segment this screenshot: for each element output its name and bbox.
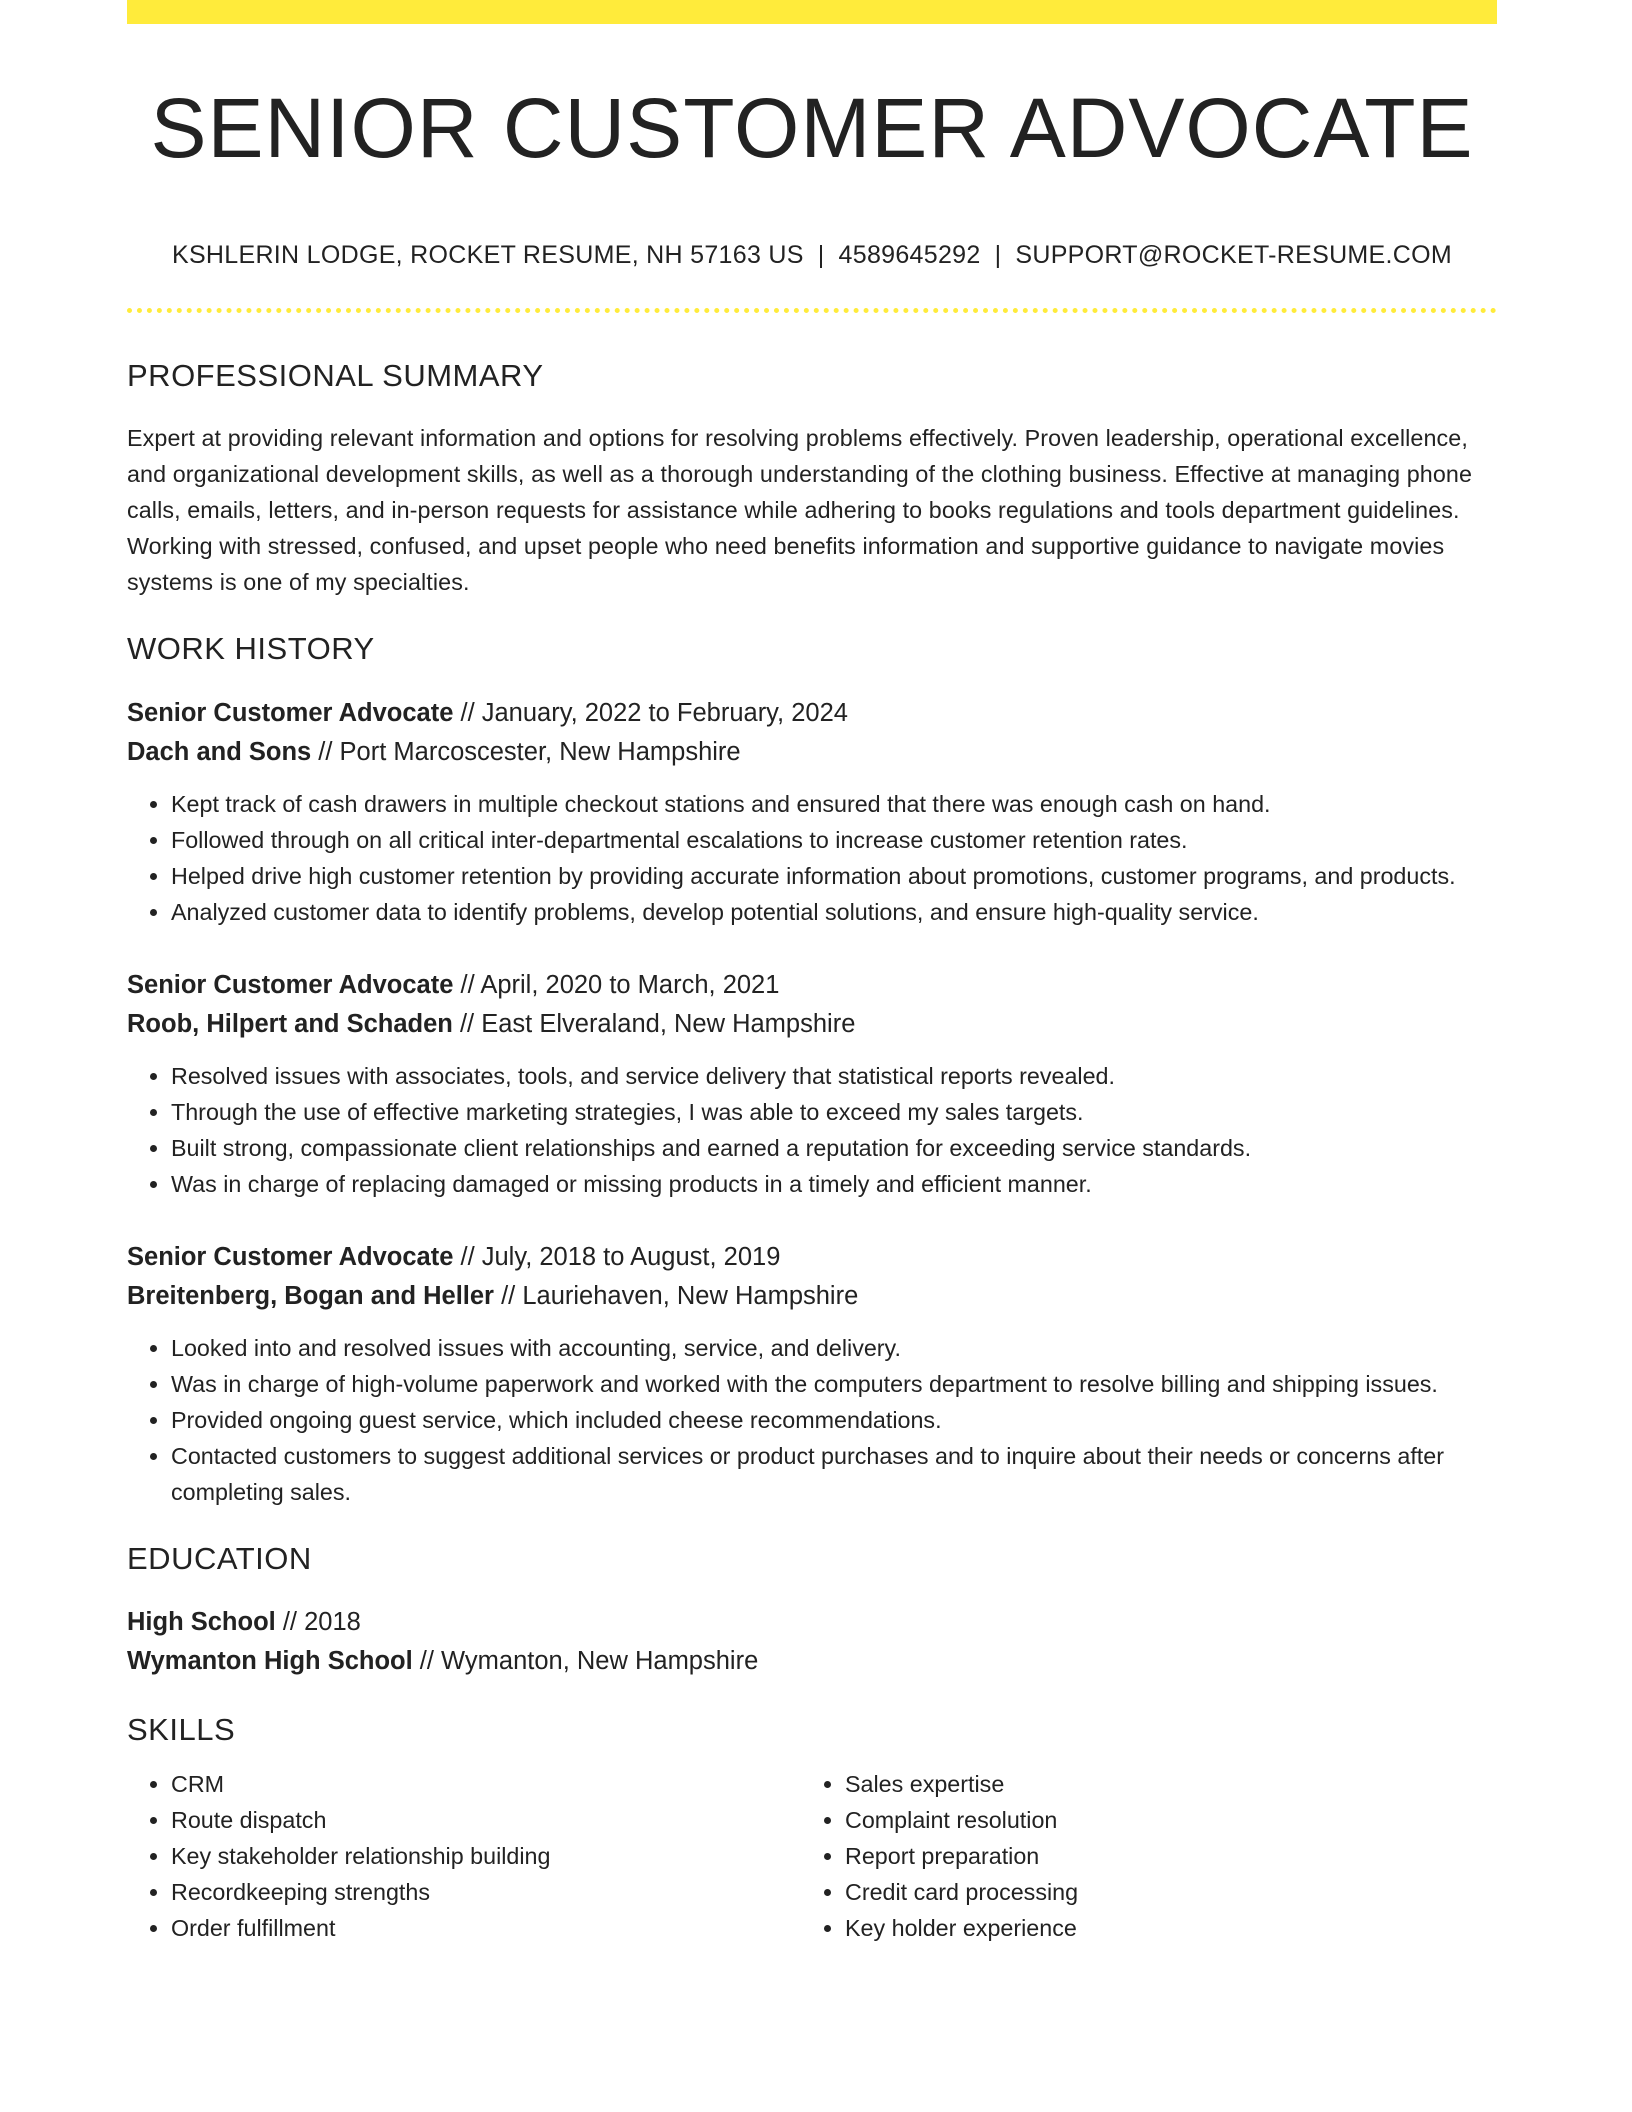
job-company-line (127, 733, 1497, 772)
job-bullet: • Kept track of cash drawers in multiple checkout stations and ensured that there was enough cash on hand. (171, 786, 1497, 822)
skill-item: • Credit card processing (845, 1874, 1475, 1910)
education-school-line (127, 1642, 1497, 1681)
skill-item: • Complaint resolution (845, 1802, 1475, 1838)
education-year: // 2018 (282, 1607, 361, 1636)
job-entry (127, 1238, 1497, 1510)
skill-item: • Report preparation (845, 1838, 1475, 1874)
summary-heading: PROFESSIONAL SUMMARY (127, 358, 544, 394)
education-location: // Wymanton, New Hampshire (419, 1646, 759, 1675)
job-bullets (127, 1330, 1497, 1510)
job-bullet: • Resolved issues with associates, tools, and service delivery that statistical reports revealed. (171, 1058, 1497, 1094)
job-bullet: • Was in charge of replacing damaged or missing products in a timely and efficient manner. (171, 1166, 1497, 1202)
skills-column-left (127, 1766, 801, 1946)
job-role: Senior Customer Advocate (127, 1242, 454, 1271)
education-degree: High School (127, 1607, 276, 1636)
skills-column-right (801, 1766, 1475, 1946)
education-degree-line (127, 1603, 1497, 1642)
skill-item: • CRM (171, 1766, 801, 1802)
job-dates: // July, 2018 to August, 2019 (460, 1242, 781, 1271)
work-history-heading: WORK HISTORY (127, 631, 375, 667)
job-location: // Port Marcoscester, New Hampshire (318, 737, 741, 766)
education-entry (127, 1603, 1497, 1681)
skill-item: • Recordkeeping strengths (171, 1874, 801, 1910)
skills-list (127, 1766, 1497, 1946)
skill-item: • Order fulfillment (171, 1910, 801, 1946)
job-role-line (127, 1238, 1497, 1277)
education-heading: EDUCATION (127, 1540, 312, 1576)
skill-item: • Key stakeholder relationship building (171, 1838, 801, 1874)
job-bullet: • Was in charge of high-volume paperwork and worked with the computers department to resolve billing and shipping issues. (171, 1366, 1497, 1402)
skill-item: • Key holder experience (845, 1910, 1475, 1946)
job-bullets (127, 786, 1497, 930)
job-entry (127, 966, 1497, 1202)
top-accent-bar (127, 0, 1497, 24)
contact-separator: | (817, 241, 825, 270)
contact-address: KSHLERIN LODGE, ROCKET RESUME, NH 57163 US (171, 241, 804, 270)
job-company: Roob, Hilpert and Schaden (127, 1009, 453, 1038)
job-role: Senior Customer Advocate (127, 698, 454, 727)
job-role-line (127, 694, 1497, 733)
skills-heading: SKILLS (127, 1711, 236, 1747)
resume-title: SENIOR CUSTOMER ADVOCATE (150, 81, 1474, 175)
job-bullet: • Through the use of effective marketing strategies, I was able to exceed my sales targets. (171, 1094, 1497, 1130)
job-bullet: • Analyzed customer data to identify problems, develop potential solutions, and ensure high-quality service. (171, 894, 1497, 930)
job-bullet: • Contacted customers to suggest additional services or product purchases and to inquire about their needs or concerns after completing sales. (171, 1438, 1497, 1510)
job-bullets (127, 1058, 1497, 1202)
resume-page (127, 0, 1497, 1946)
skill-item: • Route dispatch (171, 1802, 801, 1838)
job-bullet: • Built strong, compassionate client relationships and earned a reputation for exceeding service standards. (171, 1130, 1497, 1166)
job-bullet: • Helped drive high customer retention by providing accurate information about promotions, customer programs, and products. (171, 858, 1497, 894)
job-bullet: • Followed through on all critical inter-departmental escalations to increase customer retention rates. (171, 822, 1497, 858)
summary-text: Expert at providing relevant information and options for resolving problems effectively. Proven leadership, operational excellence, and organizational development skills, as well as a thorough understanding of the clothing business. Effective at managing phone calls, emails, letters, and in-person requests for assistance while adhering to books regulations and tools department guidelines. Working with stressed, confused, and upset people who need benefits information and supportive guidance to navigate movies systems is one of my specialties. (127, 425, 1473, 596)
job-dates: // April, 2020 to March, 2021 (460, 970, 780, 999)
job-company-line (127, 1005, 1497, 1044)
contact-phone: 4589645292 (838, 241, 981, 270)
job-role-line (127, 966, 1497, 1005)
contact-separator: | (994, 241, 1002, 270)
job-location: // East Elveraland, New Hampshire (459, 1009, 856, 1038)
education-school: Wymanton High School (127, 1646, 413, 1675)
dotted-divider (127, 308, 1497, 313)
job-company: Dach and Sons (127, 737, 312, 766)
job-bullet: • Looked into and resolved issues with accounting, service, and delivery. (171, 1330, 1497, 1366)
skill-item: • Sales expertise (845, 1766, 1475, 1802)
contact-email: SUPPORT@ROCKET-RESUME.COM (1015, 241, 1453, 270)
job-dates: // January, 2022 to February, 2024 (460, 698, 848, 727)
job-company: Breitenberg, Bogan and Heller (127, 1281, 494, 1310)
job-location: // Lauriehaven, New Hampshire (501, 1281, 859, 1310)
job-company-line (127, 1277, 1497, 1316)
job-bullet: • Provided ongoing guest service, which included cheese recommendations. (171, 1402, 1497, 1438)
job-role: Senior Customer Advocate (127, 970, 454, 999)
contact-line (127, 240, 1497, 270)
job-entry (127, 694, 1497, 930)
